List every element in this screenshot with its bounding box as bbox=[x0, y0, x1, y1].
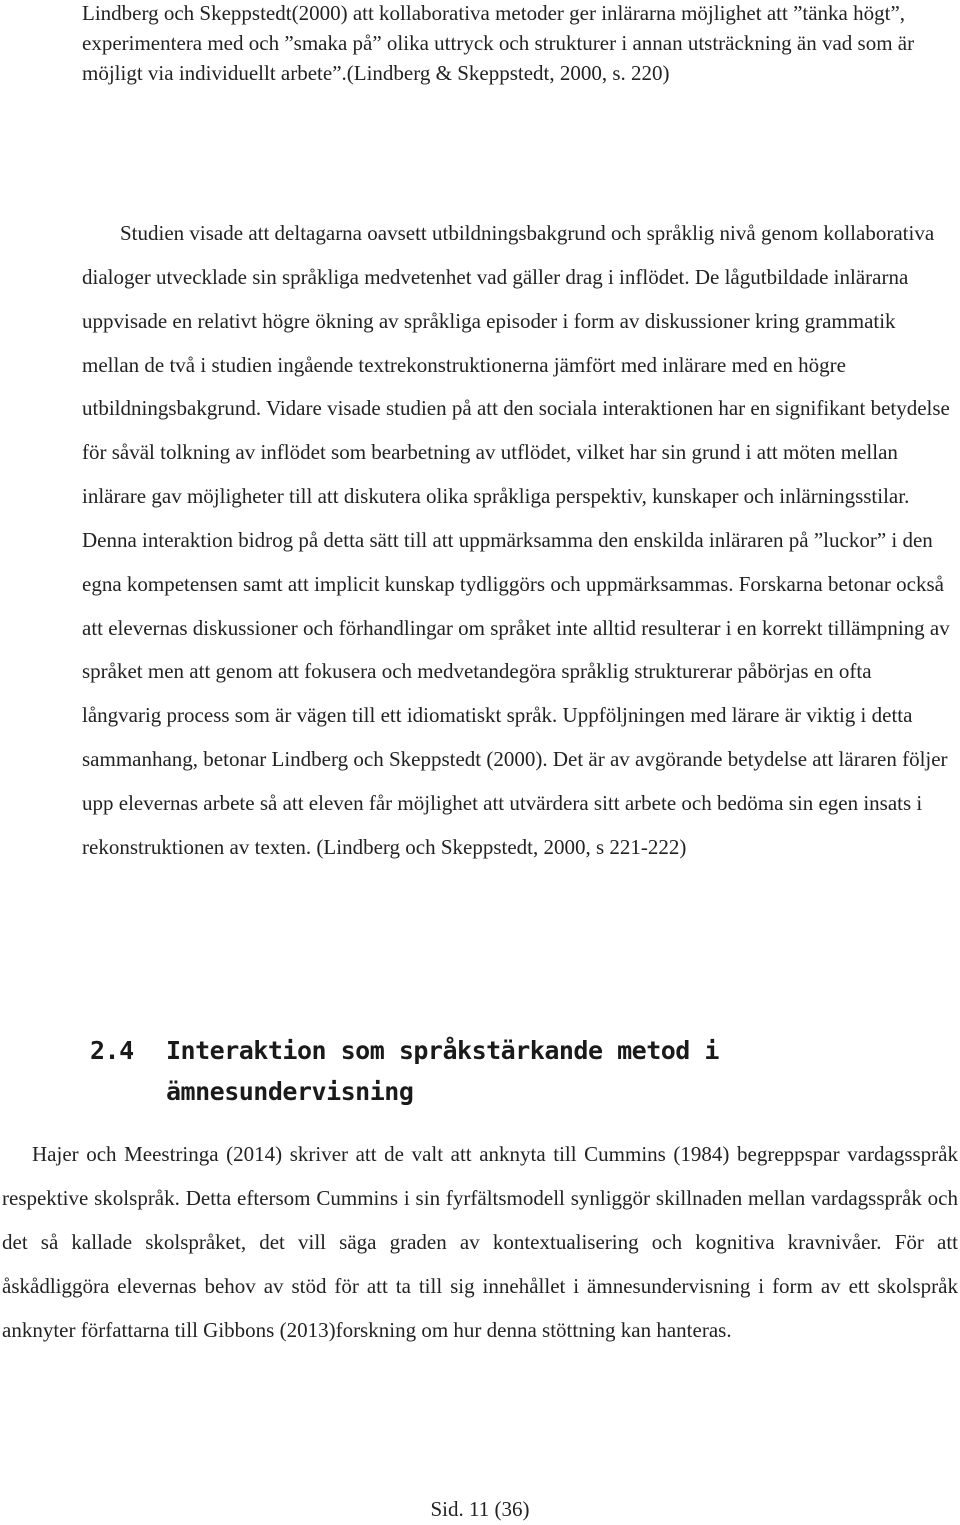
body-paragraph-study-text: Studien visade att deltagarna oavsett utbildningsbakgrund och språklig nivå genom kollaborativa dialoger utvecklade sin språkliga medvetenhet vad gäller drag i inflödet. De lågutbildade inlärarna uppvisade en relativt högre ökning av språkliga episoder i form av diskussioner kring grammatik mellan de två i studien ingående textrekonstruktionerna jämfört med inlärare med en högre utbildningsbakgrund. Vidare visade studien på att den sociala interaktionen har en signifikant betydelse för såväl tolkning av inflödet som bearbetning av utflödet, vilket har sin grund i att möten mellan inlärare gav möjligheter till att diskutera olika språkliga perspektiv, kunskaper och inlärningsstilar. Denna interaktion bidrog på detta sätt till att uppmärksamma den enskilda inläraren på ”luckor” i den egna kompetensen samt att implicit kunskap tydliggörs och uppmärksammas. Forskarna betonar också att elevernas diskussioner och förhandlingar om språket inte alltid resulterar i en korrekt tillämpning av språket men att genom att fokusera och medvetandegöra språklig strukturerar påbörjas en ofta långvarig process som är vägen till ett idiomatiskt språk. Uppföljningen med lärare är viktig i detta sammanhang, betonar Lindberg och Skeppstedt (2000). Det är av avgörande betydelse att läraren följer upp elevernas arbete så att eleven får möjlighet att utvärdera sitt arbete och bedöma sin egen insats i rekonstruktionen av texten. (Lindberg och Skeppstedt, 2000, s 221-222) bbox=[82, 221, 950, 859]
section-heading bbox=[90, 1030, 850, 1112]
body-paragraph-hajer-text: Hajer och Meestringa (2014) skriver att de valt att anknyta till Cummins (1984) begreppspar vardagsspråk respektive skolspråk. Detta eftersom Cummins i sin fyrfältsmodell synliggör skillnaden mellan vardagsspråk och det så kallade skolspråket, det vill säga graden av kontextualisering och kognitiva kravnivåer. För att åskådliggöra elevernas behov av stöd för att ta till sig innehållet i ämnesundervisning i form av ett skolspråk anknyter författarna till Gibbons (2013)forskning om hur denna stöttning kan hanteras. bbox=[2, 1142, 958, 1342]
body-paragraph-study bbox=[82, 212, 952, 870]
page-number: Sid. 11 (36) bbox=[430, 1497, 530, 1521]
section-title: Interaktion som språkstärkande metod i ämnesundervisning bbox=[166, 1036, 719, 1106]
body-paragraph-hajer bbox=[2, 1132, 958, 1352]
section-number: 2.4 bbox=[90, 1036, 134, 1065]
block-quote: Lindberg och Skeppstedt(2000) att kollaborativa metoder ger inlärarna möjlighet att ”tänka högt”, experimentera med och ”smaka på” olika uttryck och strukturer i annan utsträckning än vad som är möjligt via individuellt arbete”.(Lindberg & Skeppstedt, 2000, s. 220) bbox=[82, 1, 915, 85]
